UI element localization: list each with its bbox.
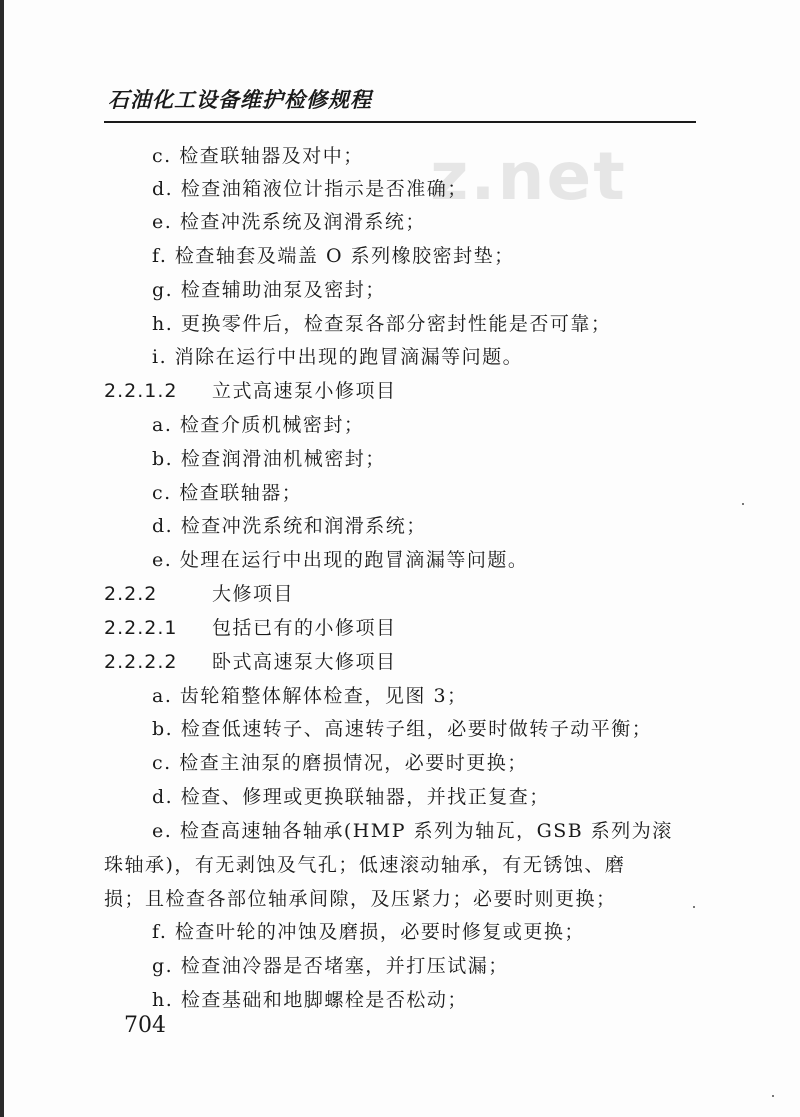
list-item: b. 检查低速转子、高速转子组，必要时做转子动平衡； [152, 718, 653, 740]
running-header: 石油化工设备维护检修规程 [108, 87, 372, 112]
watermark: z.net [430, 138, 627, 215]
list-item: d. 检查、修理或更换联轴器，并找正复查； [152, 786, 550, 808]
list-item: h. 更换零件后，检查泵各部分密封性能是否可靠； [152, 313, 612, 335]
list-item: g. 检查辅助油泵及密封； [152, 279, 386, 301]
list-item: e. 检查冲洗系统及润滑系统； [152, 211, 426, 233]
list-item: b. 检查润滑油机械密封； [152, 448, 386, 470]
section-number: 2.2.1.2 [104, 380, 178, 402]
page-edge-rule [0, 0, 4, 1117]
list-item: f. 检查叶轮的冲蚀及磨损，必要时修复或更换； [152, 921, 585, 943]
list-item: a. 检查介质机械密封； [152, 414, 365, 436]
list-item: e. 检查高速轴各轴承(HMP 系列为轴瓦，GSB 系列为滚 [152, 820, 673, 842]
list-item: f. 检查轴套及端盖 O 系列橡胶密封垫； [152, 245, 515, 267]
section-number: 2.2.2 [104, 583, 158, 605]
list-item: g. 检查油冷器是否堵塞，并打压试漏； [152, 955, 509, 977]
list-item: d. 检查冲洗系统和润滑系统； [152, 515, 427, 537]
list-item: c. 检查联轴器； [152, 482, 303, 504]
list-item: h. 检查基础和地脚螺栓是否松动； [152, 989, 468, 1011]
section-title: 立式高速泵小修项目 [212, 380, 397, 402]
section-title: 包括已有的小修项目 [212, 617, 397, 639]
list-item: d. 检查油箱液位计指示是否准确； [152, 178, 468, 200]
section-heading [104, 376, 397, 403]
section-heading [104, 647, 397, 674]
section-title: 卧式高速泵大修项目 [212, 651, 397, 673]
list-item-continuation: 珠轴承)，有无剥蚀及气孔；低速滚动轴承，有无锈蚀、磨 [104, 854, 626, 876]
page-number: 704 [124, 1013, 166, 1038]
section-heading [104, 613, 397, 640]
list-item: c. 检查主油泵的磨损情况，必要时更换； [152, 752, 528, 774]
list-item: i. 消除在运行中出现的跑冒滴漏等问题。 [152, 346, 524, 368]
section-heading [104, 579, 294, 606]
section-number: 2.2.2.1 [104, 617, 178, 639]
section-number: 2.2.2.2 [104, 651, 178, 673]
header-divider [104, 121, 696, 123]
list-item: a. 齿轮箱整体解体检查，见图 3； [152, 685, 468, 707]
list-item-continuation: 损；且检查各部位轴承间隙，及压紧力；必要时则更换； [104, 888, 617, 910]
section-title: 大修项目 [212, 583, 295, 605]
list-item: c. 检查联轴器及对中； [152, 145, 364, 167]
list-item: e. 处理在运行中出现的跑冒滴漏等问题。 [152, 549, 529, 571]
